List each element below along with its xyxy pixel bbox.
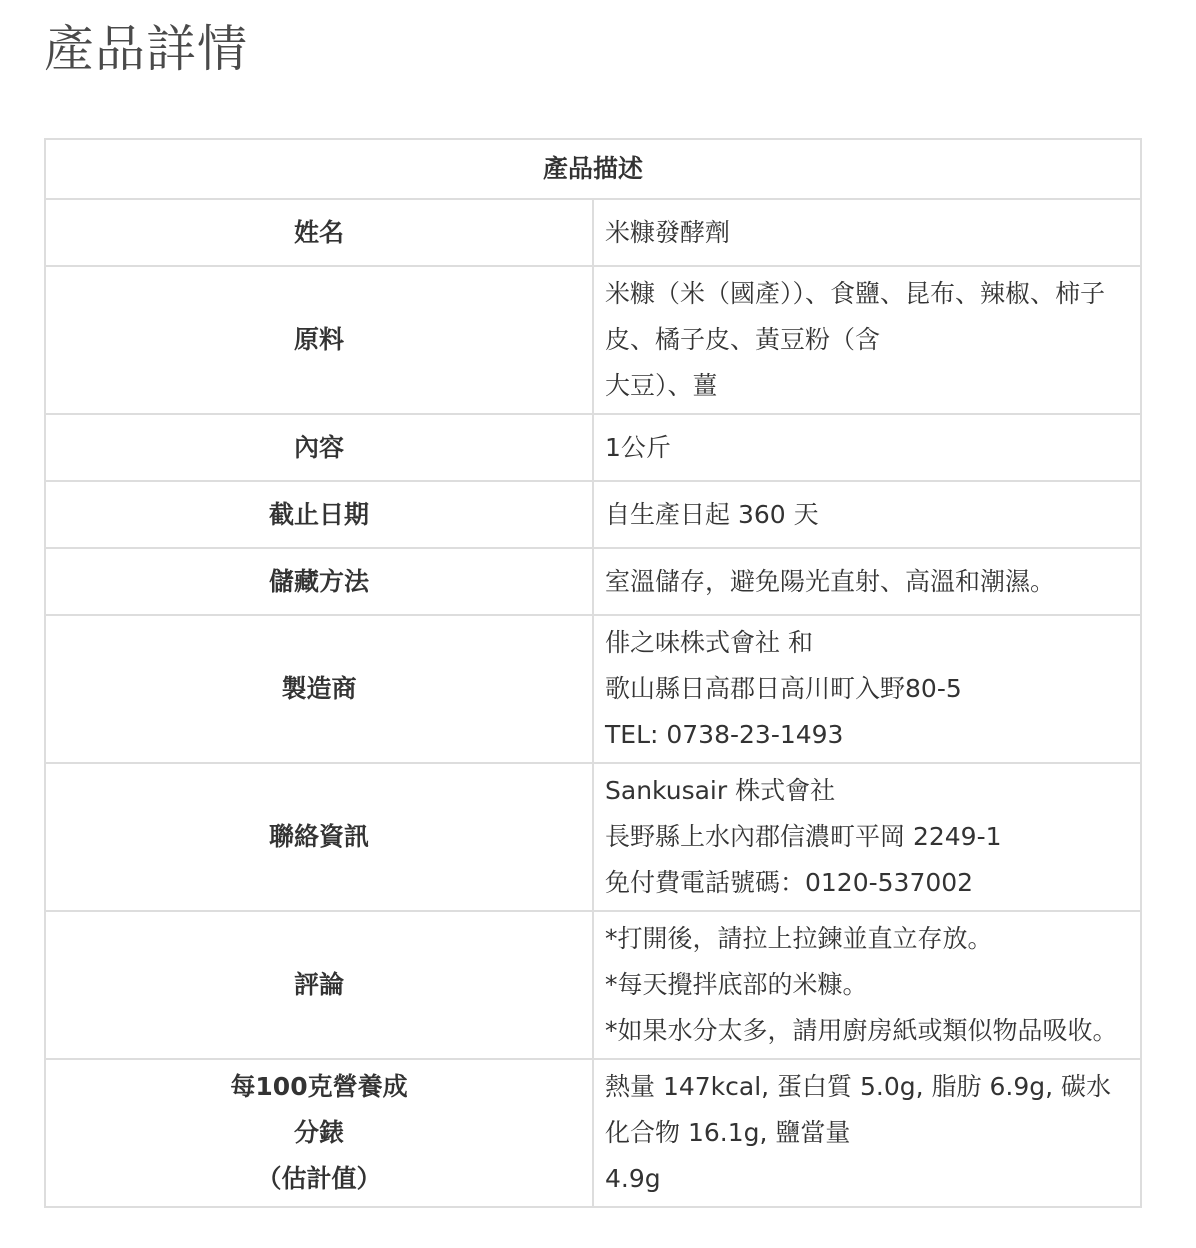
page-title: 產品詳情 <box>44 20 248 78</box>
row-value <box>593 763 1141 911</box>
row-label-line: 每100克營養成 <box>230 1072 408 1101</box>
table-body <box>45 199 1141 1207</box>
row-value-line: 室溫儲存，避免陽光直射、高溫和潮濕。 <box>605 566 1056 596</box>
row-value-line: 大豆）、薑 <box>605 371 718 400</box>
table-header: 產品描述 <box>45 139 1141 199</box>
row-value-line: 俳之味株式會社 和 <box>605 628 813 657</box>
table-row <box>45 414 1141 481</box>
row-label <box>45 414 593 481</box>
row-value <box>593 548 1141 615</box>
row-label-line: 儲藏方法 <box>268 566 369 596</box>
table-row <box>45 266 1141 414</box>
row-value <box>593 199 1141 266</box>
row-value-line: 自生產日起 360 天 <box>605 499 819 529</box>
table-header-row <box>45 139 1141 199</box>
product-spec-table <box>44 138 1142 1208</box>
row-value-line: 米糠（米（國產））、食鹽、昆布、辣椒、柿子皮、橘子皮、黃豆粉（含 <box>605 279 1106 354</box>
row-value-line: 1公斤 <box>605 432 671 462</box>
row-value-line: 4.9g <box>605 1164 661 1193</box>
row-value-line: 長野縣上水內郡信濃町平岡 2249-1 <box>605 822 1002 851</box>
row-label-line: 原料 <box>293 325 344 354</box>
row-label-line: 分錶 <box>293 1118 344 1147</box>
table-row <box>45 615 1141 763</box>
row-label <box>45 548 593 615</box>
table-row <box>45 911 1141 1059</box>
row-label-line: （估計值） <box>256 1164 382 1193</box>
row-value <box>593 615 1141 763</box>
row-value <box>593 481 1141 548</box>
table-row <box>45 548 1141 615</box>
row-label <box>45 911 593 1059</box>
row-label-line: 製造商 <box>281 674 357 703</box>
row-value-line: *如果水分太多，請用廚房紙或類似物品吸收。 <box>605 1016 1118 1045</box>
row-value <box>593 266 1141 414</box>
row-label-line: 內容 <box>293 432 344 462</box>
row-value-line: *打開後，請拉上拉鍊並直立存放。 <box>605 924 993 953</box>
row-label-line: 評論 <box>293 970 344 999</box>
row-label-line: 聯絡資訊 <box>268 822 369 851</box>
row-label <box>45 763 593 911</box>
row-label <box>45 481 593 548</box>
row-value <box>593 911 1141 1059</box>
row-value-line: 歌山縣日高郡日高川町入野80-5 <box>605 674 962 703</box>
table-row <box>45 763 1141 911</box>
row-label <box>45 615 593 763</box>
row-label <box>45 199 593 266</box>
table-row <box>45 199 1141 266</box>
row-value-line: TEL: 0738-23-1493 <box>605 720 844 749</box>
row-value-line: 熱量 147kcal, 蛋白質 5.0g, 脂肪 6.9g, 碳水化合物 16.1g, 鹽當量 <box>605 1072 1111 1147</box>
row-value <box>593 414 1141 481</box>
table-row <box>45 1059 1141 1207</box>
row-label <box>45 266 593 414</box>
row-label-line: 截止日期 <box>268 499 369 529</box>
row-value-line: *每天攪拌底部的米糠。 <box>605 970 868 999</box>
table-row <box>45 481 1141 548</box>
row-value-line: Sankusair 株式會社 <box>605 776 836 805</box>
row-value-line: 免付費電話號碼：0120-537002 <box>605 868 974 897</box>
row-label-line: 姓名 <box>293 217 344 247</box>
row-value <box>593 1059 1141 1207</box>
row-value-line: 米糠發酵劑 <box>605 217 731 247</box>
row-label <box>45 1059 593 1207</box>
